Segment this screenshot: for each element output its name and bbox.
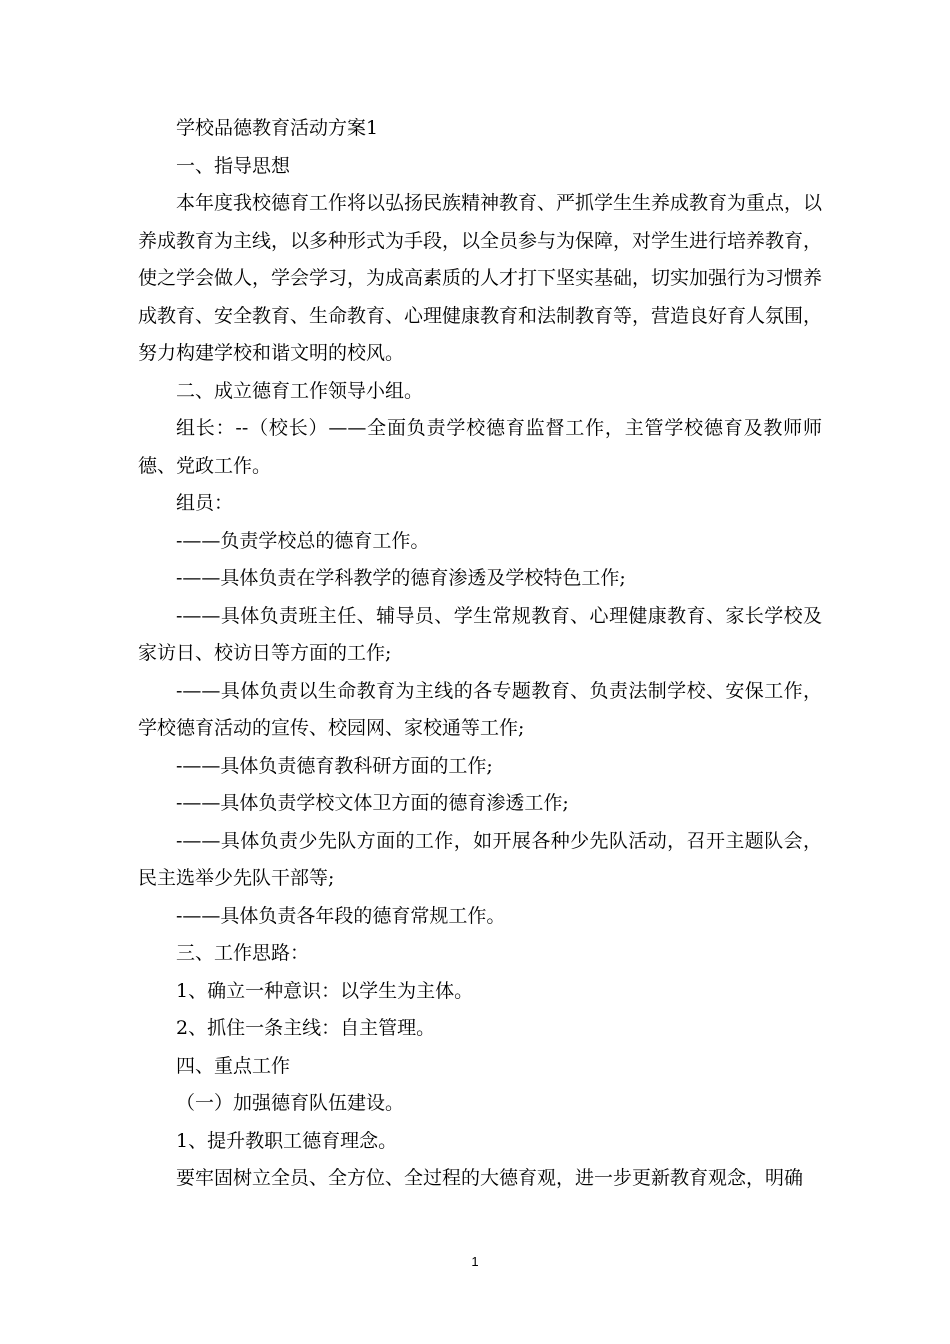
body-paragraph: 组员：	[176, 492, 234, 514]
body-paragraph: 1、确立一种意识：以学生为主体。	[176, 979, 474, 1002]
list-item: -——具体负责德育教科研方面的工作;	[176, 754, 493, 777]
body-paragraph: 1、提升教职工德育理念。	[176, 1129, 398, 1152]
list-item: -——具体负责少先队方面的工作，如开展各种少先队活动，召开主题队会，民主选举少先队干部等;	[138, 829, 822, 889]
list-item: -——具体负责各年段的德育常规工作。	[176, 904, 506, 927]
document-body	[138, 110, 822, 1198]
body-paragraph: 本年度我校德育工作将以弘扬民族精神教育、严抓学生生养成教育为重点，以养成教育为主线，以多种形式为手段，以全员参与为保障，对学生进行培养教育，使之学会做人，学会学习，为成高素质的人才打下坚实基础，切实加强行为习惯养成教育、安全教育、生命教育、心理健康教育和法制教育等，营造良好育人氛围，努力构建学校和谐文明的校风。	[138, 192, 823, 364]
list-item: -——具体负责在学科教学的德育渗透及学校特色工作;	[176, 567, 626, 589]
list-item: -——具体负责学校文体卫方面的德育渗透工作;	[176, 792, 569, 814]
section-heading: 三、工作思路：	[176, 942, 310, 964]
body-paragraph: 2、抓住一条主线：自主管理。	[176, 1017, 436, 1039]
section-heading: 四、重点工作	[176, 1054, 291, 1077]
list-item: -——负责学校总的德育工作。	[176, 529, 430, 552]
section-heading: 一、指导思想	[176, 154, 291, 177]
list-item: -——具体负责以生命教育为主线的各专题教育、负责法制学校、安保工作，学校德育活动的宣传、校园网、家校通等工作;	[138, 679, 822, 739]
body-paragraph: 组长：--（校长）——全面负责学校德育监督工作，主管学校德育及教师师德、党政工作。	[138, 417, 822, 477]
page-number: 1	[471, 1254, 479, 1269]
body-paragraph: 要牢固树立全员、全方位、全过程的大德育观，进一步更新教育观念，明确	[176, 1167, 804, 1189]
document-title: 学校品德教育活动方案1	[176, 117, 379, 139]
subsection-heading: （一）加强德育队伍建设。	[176, 1092, 405, 1114]
list-item: -——具体负责班主任、辅导员、学生常规教育、心理健康教育、家长学校及家访日、校访日等方面的工作;	[138, 604, 822, 664]
section-heading: 二、成立德育工作领导小组。	[176, 379, 424, 402]
